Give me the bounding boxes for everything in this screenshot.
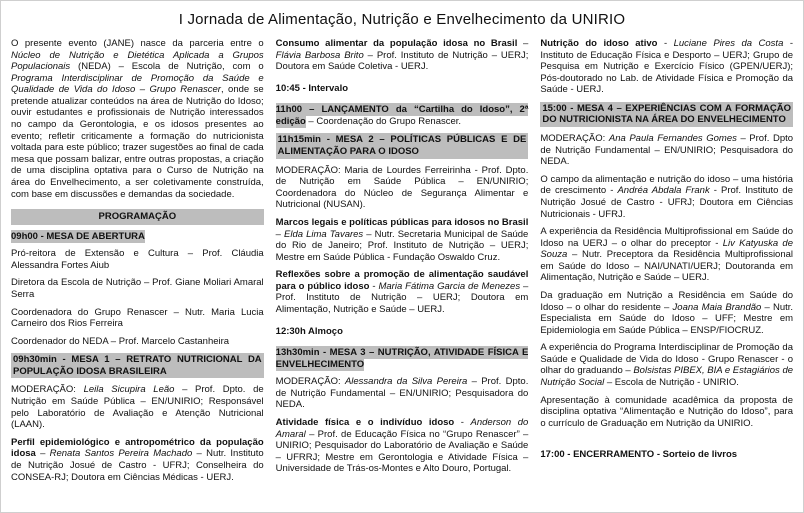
- text-segment: – Prof. Instituto de Nutrição – UERJ; Doutora em Alimentação, Nutrição e Saúde – UERJ.: [275, 280, 529, 315]
- mesa-4-palestra-4: [540, 342, 793, 388]
- text-segment: – Prof. Dpto. de Nutrição em Saúde Pública – EN/UNIRIO; Responsável pelo Laboratório de Avaliação e Atenção Nutricional (LAAN).: [11, 384, 264, 431]
- text-segment: Apresentação à comunidade acadêmica da proposta de disciplina optativa “Alimentação e Nutrição do Idoso”, para o currículo de Graduação em Nutrição da UNIRIO.: [540, 394, 794, 429]
- proposta-paragraph: [540, 395, 793, 430]
- text-segment: 12:30h Almoço: [275, 325, 343, 337]
- text-segment: Diretora da Escola de Nutrição – Prof. Giane Moliari Amaral Serra: [11, 277, 264, 300]
- text-segment: 13h30min - MESA 3 – NUTRIÇÃO, ATIVIDADE FÍSICA E ENVELHECIMENTO: [275, 347, 529, 370]
- column-2: [276, 38, 529, 489]
- text-segment: - Sorteio de livros: [654, 449, 738, 461]
- text-segment: MODERAÇÃO:: [275, 376, 345, 388]
- text-segment: 15:00 - MESA 4 – EXPERIÊNCIAS COM A FORMAÇÃO DO NUTRICIONISTA NA ÁREA DO ENVELHECIMENTO: [542, 102, 792, 126]
- mesa-4-palestra-3: [540, 290, 793, 336]
- text-segment: –: [35, 448, 50, 460]
- text-segment: –: [275, 228, 285, 240]
- intro-paragraph: [11, 38, 264, 200]
- column-1: [11, 38, 264, 489]
- document-title: I Jornada de Alimentação, Nutrição e Envelhecimento da UNIRIO: [178, 11, 626, 28]
- text-segment: -: [454, 417, 471, 429]
- column-3: [540, 38, 793, 489]
- text-segment: Joana Maia Brandão: [672, 301, 762, 313]
- mesa-1-moderacao: [11, 384, 264, 430]
- mesa-abertura-header: [11, 231, 264, 243]
- text-segment: Alessandra da Silva Pereira: [344, 376, 468, 388]
- text-segment: MODERAÇÃO: Maria de Lourdes Ferreirinha - Prof. Dpto. de Nutrição em Saúde Pública – EN/UNIRIO; Coordenadora do Núcleo de Segurança Alimentar e Nutricional (NUSAN).: [275, 164, 529, 211]
- mesa-1-palestra-2: [276, 38, 529, 73]
- text-segment: Coordenador do NEDA – Prof. Marcelo Castanheira: [11, 335, 230, 347]
- text-segment: Ana Paula Fernandes Gomes: [608, 133, 737, 145]
- text-segment: Coordenadora do Grupo Renascer – Nutr. Maria Lucia Carneiro dos Rios Ferreira: [11, 306, 264, 330]
- text-segment: Liv Katyuska de Souza: [540, 237, 793, 261]
- abertura-item-4: [11, 336, 264, 348]
- almoco-line: [276, 326, 529, 338]
- mesa-2-palestra-2: [276, 269, 529, 315]
- text-segment: Leila Sicupira Leão: [83, 384, 175, 396]
- text-segment: - Instituto de Educação Física e Desporto – UERJ; Grupo de Pesquisa em Nutrição e Exercício Físico (GPEN/UERJ); Pós-doutorado no Lab. de Atividade Física e Promoção da Saúde - UERJ.: [540, 38, 794, 96]
- text-segment: Marcos legais e políticas públicas para idosos no Brasil: [275, 216, 529, 228]
- text-segment: A experiência da Residência Multiprofissional em Saúde do Idoso na UERJ – o olhar do preceptor -: [540, 226, 794, 249]
- text-segment: Da graduação em Nutrição a Residência em Saúde do Idoso – o olhar do residente –: [540, 289, 794, 313]
- text-segment: MODERAÇÃO:: [540, 133, 609, 145]
- text-segment: – Prof. Dpto de Nutrição Fundamental – EN/UNIRIO; Pesquisadora do NEDA.: [540, 133, 794, 168]
- text-segment: – Nutr. Secretaria Municipal de Saúde do Rio de Janeiro; Prof. Instituto de Nutrição – UERJ; Mestre em Saúde Pública - Fundação Oswaldo Cruz.: [275, 228, 529, 263]
- abertura-item-1: [11, 248, 264, 271]
- text-segment: – Prof. Instituto de Nutrição – UERJ; Doutora em Saúde Coletiva - UERJ.: [275, 49, 529, 73]
- mesa-2-header: [276, 133, 529, 158]
- text-segment: O presente evento (JANE) nasce da parceria entre o: [11, 38, 264, 49]
- mesa-1-header: [11, 353, 264, 378]
- text-segment: Programa Interdisciplinar de Promoção da Saúde e Qualidade de Vida do Idoso – Grupo Renascer: [11, 72, 264, 96]
- text-segment: 09h00 - MESA DE ABERTURA: [11, 230, 145, 242]
- mesa-2-moderacao: [276, 165, 529, 211]
- mesa-3-palestra-1: [276, 417, 529, 475]
- text-segment: Perfil epidemiológico e antropométrico da população idosa: [11, 436, 264, 460]
- text-segment: A experiência do Programa Interdisciplinar de Promoção da Saúde e Qualidade de Vida do Idoso - Grupo Renascer - o olhar do graduando –: [540, 342, 794, 377]
- text-segment: (NEDA) – Escola de Nutrição, com o: [70, 61, 264, 73]
- mesa-3-palestra-2: [540, 38, 793, 96]
- text-segment: – Coordenação do Grupo Renascer.: [305, 115, 462, 127]
- text-segment: , onde se pretende atualizar conteúdos na área de Nutrição do Idoso; ouvir estudantes e profissionais de Nutrição interessados no campo da Gerontologia, e os idosos presentes ao evento; refletir criticamente a formação do nutricionista voltada para este público; trazer sugestões ao final de cada mesa que possam balizar, entre outras propostas, a criação de uma disciplina optativa para o Curso de Nutrição na área do Envelhecimento, a ser coletivamente construída, com base em discussões e demandas da sociedade.: [11, 84, 264, 200]
- text-segment: – Nutr. Especialista em Saúde do Idoso – UFF; Mestre em Epidemiologia em Saúde Pública – ENSP/FIOCRUZ.: [540, 301, 794, 336]
- text-segment: – Nutr. Preceptora da Residência Multiprofissional em Saúde do Idoso – NAI/UNATI/UERJ; Doutoranda em Alimentação, Nutrição e Saúde – UERJ.: [540, 249, 794, 284]
- abertura-item-2: [11, 277, 264, 300]
- text-segment: Pró-reitora de Extensão e Cultura – Prof. Cláudia Alessandra Fortes Aiub: [11, 248, 264, 271]
- mesa-1-palestra-1: [11, 437, 264, 483]
- text-segment: – Escola de Nutrição - UNIRIO.: [604, 377, 739, 389]
- mesa-4-palestra-2: [540, 226, 793, 284]
- mesa-2-palestra-1: [276, 217, 529, 263]
- mesa-4-header: [540, 102, 793, 127]
- text-segment: Maria Fátima Garcia de Menezes: [378, 280, 521, 292]
- text-segment: Atividade física e o indivíduo idoso: [275, 417, 455, 429]
- mesa-3-header: [276, 347, 529, 370]
- encerramento-line: [540, 449, 793, 461]
- text-segment: – Prof. de Educação Física no “Grupo Renascer” – UNIRIO; Pesquisador do Laboratório de Avaliação e Saúde – UFRRJ; Mestre em Gerontologia e Atividade Física – Universidade de Trás-os-Montes e Alto Douro, Portugal.: [275, 428, 529, 475]
- text-segment: -: [657, 38, 674, 49]
- mesa-4-moderacao: [540, 133, 793, 168]
- text-segment: – Nutr. Instituto de Nutrição Josué de Castro - UFRJ; Conselheira do CONSEA-RJ; Doutora em Ciências Médicas - UERJ.: [11, 448, 264, 483]
- text-segment: Bolsistas PIBEX, BIA e Estagiários de Nutrição Social: [540, 365, 794, 389]
- text-segment: Renata Santos Pereira Machado: [49, 448, 193, 460]
- mesa-4-palestra-1: [540, 174, 793, 220]
- abertura-item-3: [11, 307, 264, 330]
- intervalo-line: [276, 83, 529, 95]
- text-segment: –: [517, 38, 529, 49]
- columns-container: [11, 38, 793, 489]
- text-segment: Núcleo de Nutrição e Dietética Aplicada a Grupos Populacionais: [11, 49, 264, 73]
- text-segment: Consumo alimentar da população idosa no Brasil: [275, 38, 518, 49]
- text-segment: Nutrição do idoso ativo: [540, 38, 658, 49]
- text-segment: Luciane Pires da Costa: [673, 38, 784, 49]
- text-segment: 11h15min - MESA 2 – POLÍTICAS PÚBLICAS E DE ALIMENTAÇÃO PARA O IDOSO: [277, 134, 527, 158]
- text-segment: 10:45 - Intervalo: [275, 82, 349, 94]
- text-segment: - Prof. Instituto de Nutrição Josué de Castro - UFRJ; Doutora em Ciências Nutricionais - UFRJ.: [540, 185, 794, 220]
- text-segment: Flávia Barbosa Brito: [275, 49, 364, 61]
- text-segment: Andréa Abdala Frank: [617, 185, 710, 197]
- text-segment: Reflexões sobre a promoção de alimentação saudável para o público idoso: [275, 269, 529, 292]
- text-segment: – Prof. Dpto. de Nutrição Fundamental – EN/UNIRIO; Pesquisadora do NEDA.: [275, 376, 529, 411]
- programacao-header: [11, 209, 264, 225]
- text-segment: PROGRAMAÇÃO: [98, 211, 177, 223]
- text-segment: 17:00 - ENCERRAMENTO: [540, 449, 655, 461]
- text-segment: -: [369, 280, 379, 292]
- lancamento-header: [276, 104, 529, 127]
- text-segment: Anderson do Amaral: [275, 417, 529, 440]
- text-segment: Elda Lima Tavares: [284, 228, 364, 240]
- mesa-3-moderacao: [276, 376, 529, 411]
- text-segment: MODERAÇÃO:: [11, 384, 84, 396]
- text-segment: O campo da alimentação e nutrição do idoso – uma história de crescimento -: [540, 173, 794, 197]
- text-segment: 09h30min - MESA 1 – RETRATO NUTRICIONAL DA POPULAÇÃO IDOSA BRASILEIRA: [13, 354, 262, 377]
- text-segment: 11h00 – LANÇAMENTO da “Cartilha do Idoso”, 2ª edição: [275, 104, 529, 127]
